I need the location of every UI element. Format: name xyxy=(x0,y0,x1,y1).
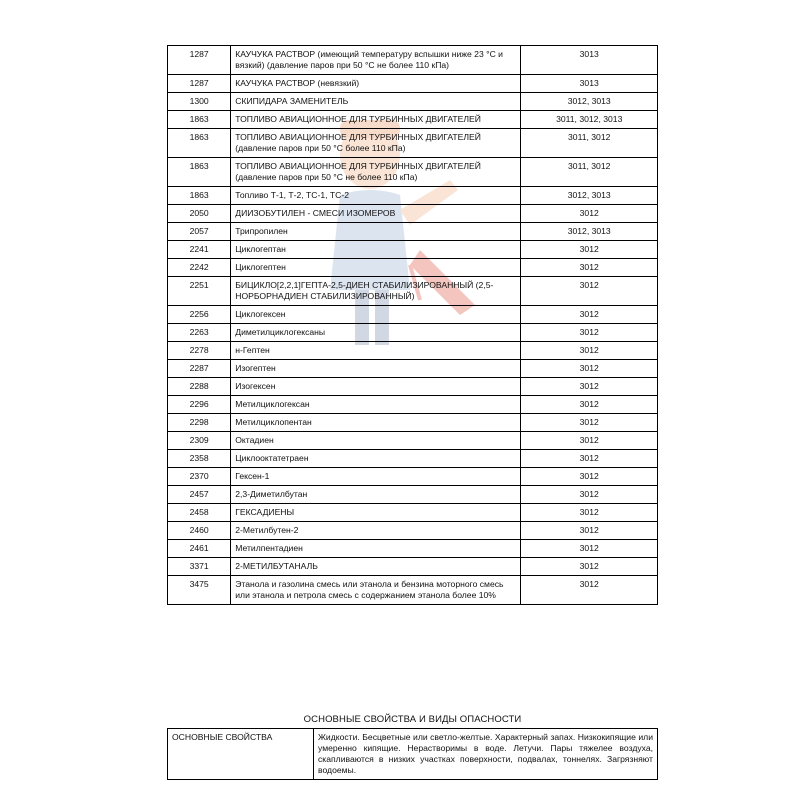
un-code-cell: 2458 xyxy=(168,504,231,522)
emergency-card-cell: 3012 xyxy=(521,450,658,468)
table-row xyxy=(168,396,658,414)
emergency-card-cell: 3013 xyxy=(521,75,658,93)
emergency-card-cell: 3012 xyxy=(521,378,658,396)
substance-name-cell: ГЕКСАДИЕНЫ xyxy=(231,504,521,522)
table-row xyxy=(168,158,658,187)
substance-name-cell: ТОПЛИВО АВИАЦИОННОЕ ДЛЯ ТУРБИННЫХ ДВИГАТЕЛЕЙ (давление паров при 50 °С не более 110 кПа) xyxy=(231,158,521,187)
table-row xyxy=(168,414,658,432)
table-row xyxy=(168,486,658,504)
un-code-cell: 3371 xyxy=(168,558,231,576)
un-code-cell: 2256 xyxy=(168,306,231,324)
table-row xyxy=(168,468,658,486)
table-row xyxy=(168,432,658,450)
un-code-cell: 2457 xyxy=(168,486,231,504)
substance-name-cell: БИЦИКЛО[2,2,1]ГЕПТА-2,5-ДИЕН СТАБИЛИЗИРОВАННЫЙ (2,5-НОРБОРНАДИЕН СТАБИЛИЗИРОВАННЫЙ) xyxy=(231,277,521,306)
table-row xyxy=(168,360,658,378)
table-row xyxy=(168,46,658,75)
un-code-cell: 2296 xyxy=(168,396,231,414)
substance-name-cell: Изогексен xyxy=(231,378,521,396)
table-row xyxy=(168,324,658,342)
un-code-cell: 2358 xyxy=(168,450,231,468)
un-code-cell: 2278 xyxy=(168,342,231,360)
emergency-card-cell: 3012 xyxy=(521,259,658,277)
substance-name-cell: ТОПЛИВО АВИАЦИОННОЕ ДЛЯ ТУРБИННЫХ ДВИГАТЕЛЕЙ (давление паров при 50 °С более 110 кПа) xyxy=(231,129,521,158)
properties-label: ОСНОВНЫЕ СВОЙСТВА xyxy=(168,729,314,780)
table-row xyxy=(168,576,658,605)
substance-name-cell: Изогептен xyxy=(231,360,521,378)
emergency-card-cell: 3012 xyxy=(521,468,658,486)
substance-name-cell: КАУЧУКА РАСТВОР (имеющий температуру вспышки ниже 23 °С и вязкий) (давление паров при 50 °С не более 110 кПа) xyxy=(231,46,521,75)
un-code-cell: 2370 xyxy=(168,468,231,486)
un-code-cell: 1863 xyxy=(168,129,231,158)
emergency-card-cell: 3011, 3012, 3013 xyxy=(521,111,658,129)
un-code-cell: 1287 xyxy=(168,46,231,75)
emergency-card-cell: 3012 xyxy=(521,504,658,522)
substance-name-cell: Топливо Т-1, Т-2, ТС-1, ТС-2 xyxy=(231,187,521,205)
substance-name-cell: 2-МЕТИЛБУТАНАЛЬ xyxy=(231,558,521,576)
un-code-cell: 1287 xyxy=(168,75,231,93)
substances-table xyxy=(167,45,658,605)
emergency-card-cell: 3012 xyxy=(521,540,658,558)
substance-name-cell: Гексен-1 xyxy=(231,468,521,486)
table-row xyxy=(168,306,658,324)
table-row xyxy=(168,111,658,129)
emergency-card-cell: 3012, 3013 xyxy=(521,187,658,205)
emergency-card-cell: 3012, 3013 xyxy=(521,223,658,241)
substance-name-cell: Циклогексен xyxy=(231,306,521,324)
substance-name-cell: Циклооктатетраен xyxy=(231,450,521,468)
substance-name-cell: Циклогептан xyxy=(231,241,521,259)
substance-name-cell: Циклогептен xyxy=(231,259,521,277)
section-title: ОСНОВНЫЕ СВОЙСТВА И ВИДЫ ОПАСНОСТИ xyxy=(303,714,522,725)
emergency-card-cell: 3012 xyxy=(521,414,658,432)
table-row xyxy=(168,129,658,158)
un-code-cell: 2242 xyxy=(168,259,231,277)
table-row xyxy=(168,540,658,558)
properties-text: Жидкости. Бесцветные или светло-желтые. Характерный запах. Низкокипящие или умеренно кипящие. Нерастворимы в воде. Летучи. Пары тяжелее воздуха, скапливаются в низких участках поверхности, подвалах, тоннелях. Загрязняют водоемы. xyxy=(314,729,658,780)
emergency-card-cell: 3013 xyxy=(521,46,658,75)
emergency-card-cell: 3012 xyxy=(521,576,658,605)
substance-name-cell: СКИПИДАРА ЗАМЕНИТЕЛЬ xyxy=(231,93,521,111)
substance-name-cell: 2-Метилбутен-2 xyxy=(231,522,521,540)
table-row xyxy=(168,504,658,522)
un-code-cell: 1863 xyxy=(168,158,231,187)
emergency-card-cell: 3011, 3012 xyxy=(521,158,658,187)
table-row xyxy=(168,223,658,241)
substance-name-cell: Диметилциклогексаны xyxy=(231,324,521,342)
table-row xyxy=(168,378,658,396)
un-code-cell: 1863 xyxy=(168,111,231,129)
emergency-card-cell: 3012 xyxy=(521,241,658,259)
table-row xyxy=(168,259,658,277)
table-row xyxy=(168,522,658,540)
substance-name-cell: Метилпентадиен xyxy=(231,540,521,558)
emergency-card-cell: 3012 xyxy=(521,277,658,306)
un-code-cell: 2251 xyxy=(168,277,231,306)
table-row xyxy=(168,558,658,576)
un-code-cell: 2309 xyxy=(168,432,231,450)
substance-name-cell: Этанола и газолина смесь или этанола и бензина моторного смесь или этанола и петрола смесь с содержанием этанола более 10% xyxy=(231,576,521,605)
substance-name-cell: н-Гептен xyxy=(231,342,521,360)
emergency-card-cell: 3012 xyxy=(521,342,658,360)
substance-name-cell: ДИИЗОБУТИЛЕН - СМЕСИ ИЗОМЕРОВ xyxy=(231,205,521,223)
table-row xyxy=(168,93,658,111)
emergency-card-cell: 3012 xyxy=(521,306,658,324)
emergency-card-cell: 3012, 3013 xyxy=(521,93,658,111)
properties-table xyxy=(167,728,658,780)
substances-table-body xyxy=(168,46,658,605)
un-code-cell: 1863 xyxy=(168,187,231,205)
un-code-cell: 2263 xyxy=(168,324,231,342)
emergency-card-cell: 3012 xyxy=(521,522,658,540)
emergency-card-cell: 3012 xyxy=(521,432,658,450)
table-row xyxy=(168,342,658,360)
substance-name-cell: ТОПЛИВО АВИАЦИОННОЕ ДЛЯ ТУРБИННЫХ ДВИГАТЕЛЕЙ xyxy=(231,111,521,129)
un-code-cell: 1300 xyxy=(168,93,231,111)
un-code-cell: 2298 xyxy=(168,414,231,432)
table-row xyxy=(168,205,658,223)
substance-name-cell: КАУЧУКА РАСТВОР (невязкий) xyxy=(231,75,521,93)
un-code-cell: 2461 xyxy=(168,540,231,558)
substance-name-cell: Метилциклогексан xyxy=(231,396,521,414)
emergency-card-cell: 3012 xyxy=(521,396,658,414)
emergency-card-cell: 3012 xyxy=(521,486,658,504)
table-row xyxy=(168,187,658,205)
table-row xyxy=(168,241,658,259)
substance-name-cell: Метилциклопентан xyxy=(231,414,521,432)
emergency-card-cell: 3012 xyxy=(521,558,658,576)
emergency-card-cell: 3012 xyxy=(521,324,658,342)
un-code-cell: 2241 xyxy=(168,241,231,259)
properties-row xyxy=(168,729,658,780)
substance-name-cell: Трипропилен xyxy=(231,223,521,241)
substance-name-cell: Октадиен xyxy=(231,432,521,450)
un-code-cell: 2287 xyxy=(168,360,231,378)
emergency-card-cell: 3012 xyxy=(521,360,658,378)
emergency-card-cell: 3012 xyxy=(521,205,658,223)
un-code-cell: 2057 xyxy=(168,223,231,241)
substance-name-cell: 2,3-Диметилбутан xyxy=(231,486,521,504)
un-code-cell: 2288 xyxy=(168,378,231,396)
un-code-cell: 3475 xyxy=(168,576,231,605)
table-row xyxy=(168,277,658,306)
un-code-cell: 2460 xyxy=(168,522,231,540)
emergency-card-cell: 3011, 3012 xyxy=(521,129,658,158)
un-code-cell: 2050 xyxy=(168,205,231,223)
table-row xyxy=(168,450,658,468)
table-row xyxy=(168,75,658,93)
